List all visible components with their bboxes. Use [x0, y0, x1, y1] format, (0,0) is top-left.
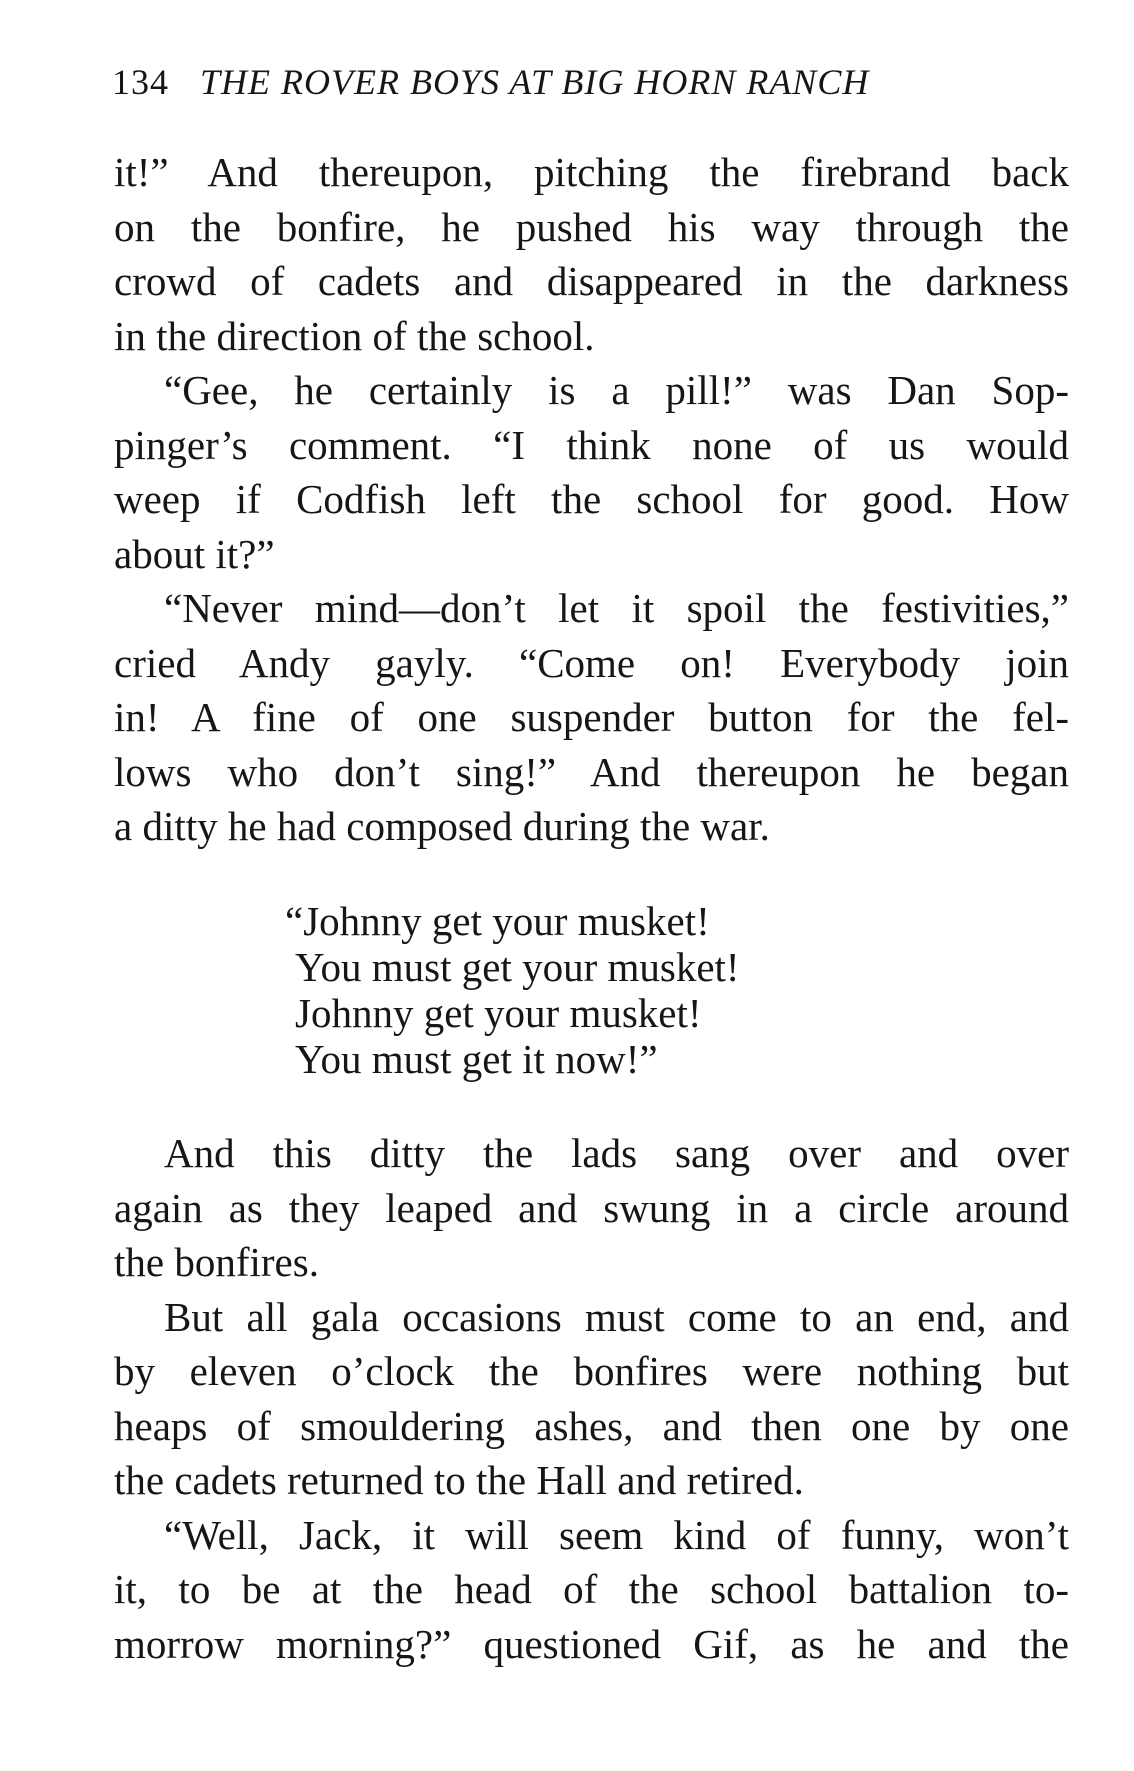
paragraph-4 [114, 1126, 1069, 1290]
text-line: morrow morning?” questioned Gif, as he and the [114, 1620, 1069, 1667]
verse-line: “Johnny get your musket! [285, 898, 710, 944]
text-line: in! A fine of one suspender button for the fel- [114, 694, 1069, 740]
verse-line: Johnny get your musket! [295, 990, 702, 1036]
text-line: “Well, Jack, it will seem kind of funny, won’t [164, 1511, 1069, 1558]
running-title: THE ROVER BOYS AT BIG HORN RANCH [200, 62, 870, 102]
text-line: it!” And thereupon, pitching the firebrand back [114, 149, 1069, 195]
text-line: about it?” [114, 530, 275, 577]
verse-line: You must get it now!” [295, 1036, 658, 1082]
text-line: it, to be at the head of the school battalion to- [114, 1566, 1069, 1612]
text-line: on the bonfire, he pushed his way through the [114, 203, 1069, 250]
paragraph-5 [114, 1290, 1069, 1508]
text-line: But all gala occasions must come to an end, and [164, 1293, 1069, 1340]
paragraph-2 [114, 363, 1069, 581]
text-line: weep if Codfish left the school for good. How [114, 476, 1069, 522]
text-line: by eleven o’clock the bonfires were nothing but [114, 1348, 1069, 1394]
verse-block [285, 898, 895, 1082]
text-line: the cadets returned to the Hall and retired. [114, 1457, 804, 1503]
text-line: “Gee, he certainly is a pill!” was Dan Sop- [164, 367, 1069, 413]
text-line: cried Andy gayly. “Come on! Everybody join [114, 639, 1069, 686]
text-line: pinger’s comment. “I think none of us would [114, 421, 1069, 468]
paragraph-6 [114, 1508, 1069, 1672]
body-text-top [114, 145, 1069, 854]
text-line: the bonfires. [114, 1239, 319, 1285]
text-line: lows who don’t sing!” And thereupon he began [114, 748, 1069, 795]
text-line: again as they leaped and swung in a circle around [114, 1184, 1069, 1231]
paragraph-3 [114, 581, 1069, 854]
text-line: in the direction of the school. [114, 312, 595, 359]
text-line: a ditty he had composed during the war. [114, 803, 770, 849]
text-line: heaps of smouldering ashes, and then one by one [114, 1402, 1069, 1449]
verse-line: You must get your musket! [295, 944, 740, 990]
body-text-bottom [114, 1126, 1069, 1671]
text-line: And this ditty the lads sang over and over [164, 1130, 1069, 1176]
page-number: 134 [112, 62, 169, 102]
paragraph-1 [114, 145, 1069, 363]
text-line: “Never mind—don’t let it spoil the festivities,” [164, 585, 1069, 631]
text-line: crowd of cadets and disappeared in the darkness [114, 258, 1069, 304]
running-header [112, 52, 1012, 112]
